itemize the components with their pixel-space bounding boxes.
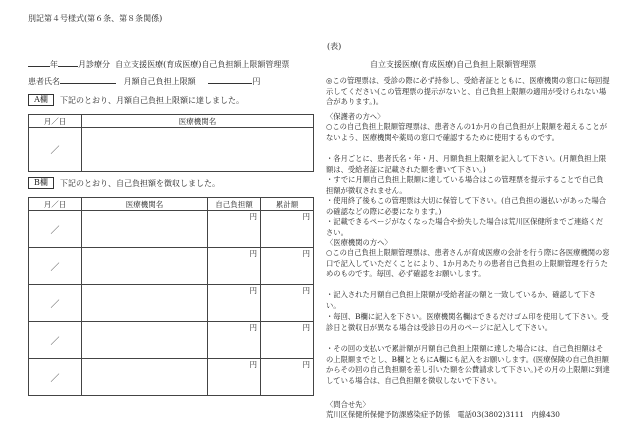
month-title-line [28,60,289,70]
table-b-header-date: 月／日 [29,198,82,211]
table-b-total-cell[interactable]: 円 [261,322,314,359]
table-b-clinic-cell[interactable] [82,285,208,322]
table-b-total-cell[interactable]: 円 [261,211,314,248]
table-b-date-cell[interactable]: ／ [29,285,82,322]
table-a-header-clinic: 医療機関名 [82,115,314,128]
guardian-item: ・記載できるページがなくなった場合や紛失した場合は荒川区保健所までご連絡ください。 [326,217,604,237]
contact-heading: 〈問合せ先〉 [326,400,370,409]
table-a-header-date: 月／日 [29,115,82,128]
patient-line [28,77,260,87]
table-a [28,114,314,172]
table-row [29,211,314,248]
guardian-heading: 〈保護者の方へ〉 [326,112,385,121]
clinic-item: ・その回の支払いで累計額が月額自己負担上限額に達した場合には、自己負担額はその上限額までとし、B欄とともにA欄にも記入をお願いします。(医療保険の自己負担額からその回の自己負担額を差し引いた額を公費請求して下さい。)その月の上限額に到達している場合は、自己負担額を徴収しないで下さい。 [326,344,610,385]
month-blank[interactable] [58,66,78,67]
table-b-header-total: 累計額 [261,198,314,211]
monthly-limit-label: 月額自己負担上限額 [123,77,196,86]
yen-unit: 円 [252,77,261,86]
month-label: 月診療分 [78,60,110,69]
table-row [29,322,314,359]
clinic-item: ・毎回、B欄に記入を下さい。医療機関名欄はできるだけゴム印を使用して下さい。受診日と徴収日が異なる場合は受診日の月のページに記入して下さい。 [326,312,609,332]
section-b-text: 下記のとおり、自己負担額を徴収しました。 [60,179,220,188]
table-b-date-cell[interactable]: ／ [29,322,82,359]
table-a-date-cell[interactable]: ／ [29,128,82,172]
table-b-amount-cell[interactable]: 円 [208,285,261,322]
guardian-item: ○この自己負担上限額管理票は、患者さんの1か月の自己負担が上限額を超えることがないよう、医療機関や薬局の窓口で確認するために使用するものです。 [326,122,607,142]
table-b-clinic-cell[interactable] [82,322,208,359]
table-b-total-cell[interactable]: 円 [261,359,314,396]
table-row [29,359,314,396]
table-b-amount-cell[interactable]: 円 [208,248,261,285]
guardian-item: ・すでに月額自己負担上限額に達している場合はこの管理票を提示することで自己負担額が徴収されません。 [326,175,604,195]
patient-name-label: 患者氏名 [28,77,60,86]
guardian-item: ・各月ごとに、患者氏名・年・月、月額負担上限額を記入して下さい。(月額負担上限額は、受給者証に記載された額を書いて下さい。) [326,154,607,174]
table-b-total-cell[interactable]: 円 [261,248,314,285]
table-row [29,248,314,285]
table-b [28,197,314,396]
intro-note: ◎この管理票は、受診の際に必ず持参し、受給者証とともに、医療機関の窓口に毎回提示してください(この管理票の提示がないと、自己負担上限額の適用が受けられない場合があります。)。 [326,76,610,107]
table-row [29,285,314,322]
right-form-title: 自立支援医療(育成医療)自己負担上限額管理票 [370,60,537,69]
table-b-clinic-cell[interactable] [82,359,208,396]
table-b-amount-cell[interactable]: 円 [208,322,261,359]
clinic-item: ・記入された月額自己負担上限額が受給者証の額と一致しているか、確認して下さい。 [326,290,596,310]
table-b-header-clinic: 医療機関名 [82,198,208,211]
section-b-label: B欄 [28,177,54,189]
table-b-clinic-cell[interactable] [82,248,208,285]
table-b-date-cell[interactable]: ／ [29,359,82,396]
patient-name-field[interactable] [60,83,116,84]
monthly-limit-field[interactable] [208,83,252,84]
section-a-label: A欄 [28,94,54,106]
table-b-header-amount: 自己負担額 [208,198,261,211]
left-form-title: 自立支援医療(育成医療)自己負担額上限額管理票 [115,60,290,69]
clinic-heading: 〈医療機関の方へ〉 [326,238,392,247]
clinic-item: ○この自己負担上限額管理票は、患者さんが育成医療の会計を行う際に各医療機関の窓口で記入していただくことにより、1か月あたりの患者自己負担の上限額管理を行うためのものです。毎回、必ず確認をお願いします。 [326,248,610,279]
contact-info: 荒川区保健所保健予防課感染症予防係 電話03(3802)3111 内線430 [326,410,560,419]
side-label: (表) [327,42,342,51]
guardian-item: ・使用終了後もこの管理票は大切に保管して下さい。(自己負担の過払いがあった場合の確認などの際に必要になります。) [326,196,607,216]
table-b-date-cell[interactable]: ／ [29,211,82,248]
year-blank[interactable] [28,66,50,67]
table-b-total-cell[interactable]: 円 [261,285,314,322]
table-a-clinic-cell[interactable] [82,128,314,172]
table-b-amount-cell[interactable]: 円 [208,359,261,396]
form-number: 別記第４号様式(第６条、第８条関係) [28,14,163,23]
table-row [29,128,314,172]
table-b-date-cell[interactable]: ／ [29,248,82,285]
table-b-clinic-cell[interactable] [82,211,208,248]
table-b-amount-cell[interactable]: 円 [208,211,261,248]
year-label: 年 [50,60,58,69]
section-a-text: 下記のとおり、月額自己負担上限額に達しました。 [60,96,244,105]
